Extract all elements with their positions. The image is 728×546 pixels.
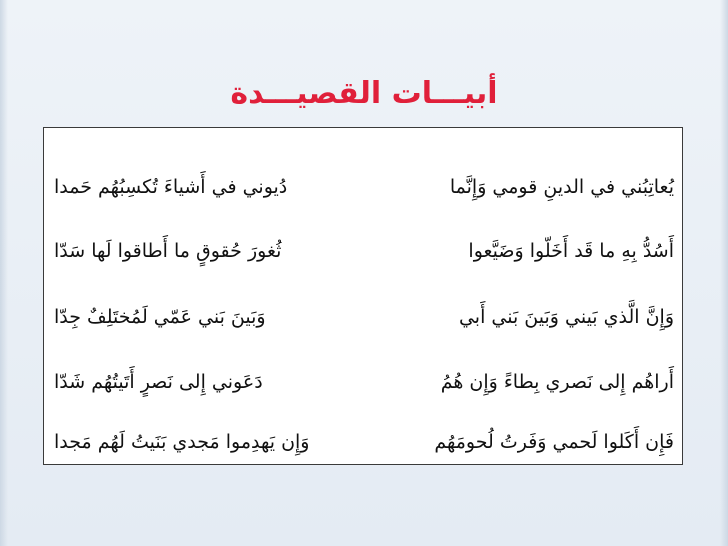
verse-first-hemistich: وَإِنَّ الَّذي بَيني وَبَينَ بَني أَبي bbox=[458, 306, 674, 328]
verse-second-hemistich: وَبَينَ بَني عَمّي لَمُختَلِفٌ جِدّا bbox=[54, 306, 266, 328]
verse-first-hemistich: يُعاتِبُني في الدينِ قومي وَإِنَّما bbox=[449, 176, 674, 198]
verse-row bbox=[44, 233, 684, 269]
verse-second-hemistich: ثُغورَ حُقوقٍ ما أَطاقوا لَها سَدّا bbox=[54, 240, 282, 262]
poem-box bbox=[43, 127, 683, 465]
verse-first-hemistich: أَسُدُّ بِهِ ما قَد أَخَلّوا وَضَيَّعوا bbox=[468, 240, 674, 262]
verse-row bbox=[44, 364, 684, 400]
slide-title: أبيـــات القصيـــدة bbox=[230, 76, 498, 111]
verse-second-hemistich: وَإِن يَهدِموا مَجدي بَنَيتُ لَهُم مَجدا bbox=[54, 431, 310, 453]
verse-row bbox=[44, 299, 684, 335]
verse-first-hemistich: أَراهُم إِلى نَصري بِطاءً وَإِن هُمُ bbox=[440, 371, 674, 393]
verse-row bbox=[44, 169, 684, 205]
verse-second-hemistich: دَعَوني إِلى نَصرٍ أَتَيتُهُم شَدّا bbox=[54, 371, 263, 393]
verse-row bbox=[44, 424, 684, 460]
verse-second-hemistich: دُيوني في أَشياءَ تُكسِبُهُم حَمدا bbox=[54, 176, 288, 198]
verse-first-hemistich: فَإِن أَكَلوا لَحمي وَفَرتُ لُحومَهُم bbox=[434, 431, 674, 453]
